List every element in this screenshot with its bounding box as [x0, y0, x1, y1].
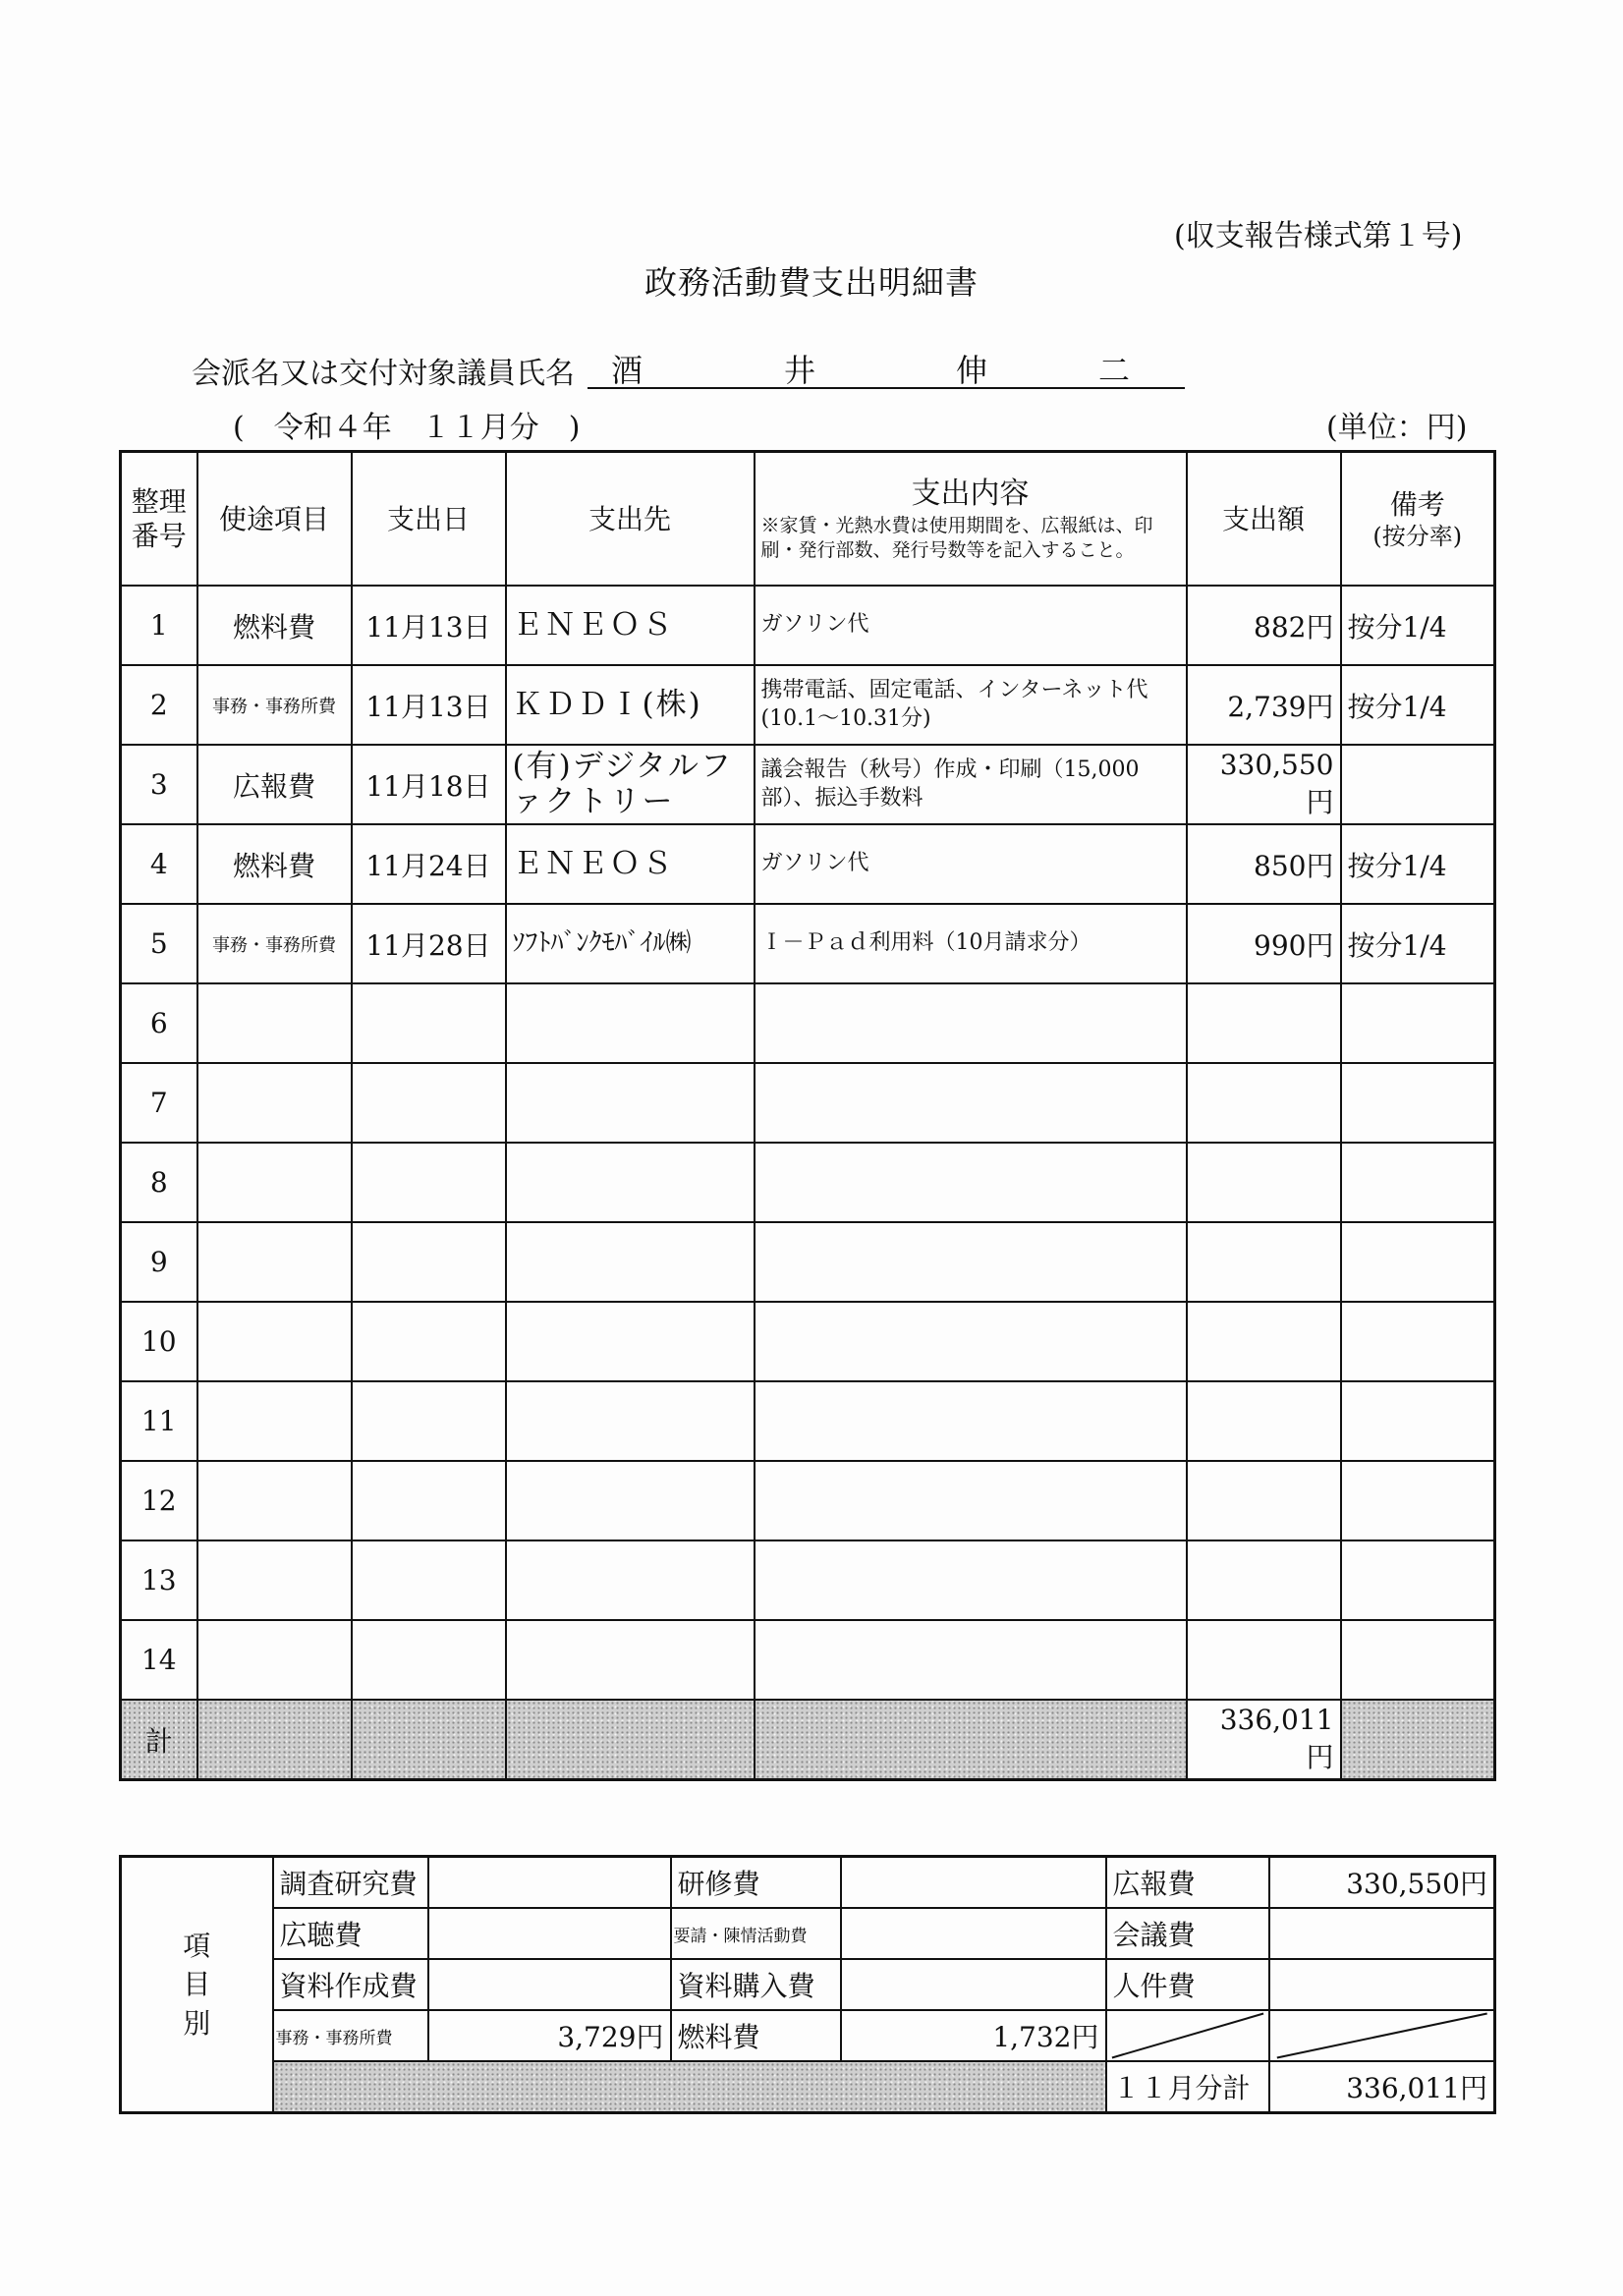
member-name-char: 井	[784, 352, 816, 389]
row-description	[755, 983, 1187, 1063]
row-date	[352, 1461, 506, 1540]
row-amount	[1187, 983, 1341, 1063]
row-item	[197, 1620, 352, 1700]
row-no: 6	[121, 983, 197, 1063]
summary-row	[121, 1857, 1495, 1909]
row-note: 按分1/4	[1341, 665, 1495, 745]
row-item	[197, 1381, 352, 1461]
summary-label: 調査研究費	[273, 1857, 428, 1909]
table-row	[121, 1381, 1495, 1461]
row-note	[1341, 1381, 1495, 1461]
table-row	[121, 824, 1495, 904]
row-item: 燃料費	[197, 586, 352, 665]
header-no-line: 番号	[131, 520, 187, 552]
header-desc-title: 支出内容	[911, 476, 1030, 511]
shaded-cell	[273, 2061, 1106, 2113]
row-description	[755, 1302, 1187, 1381]
row-payee: ＫＤＤＩ(株)	[506, 665, 755, 745]
summary-value	[428, 1959, 671, 2010]
summary-label: 事務・事務所費	[273, 2010, 428, 2061]
row-item: 燃料費	[197, 824, 352, 904]
row-note: 按分1/4	[1341, 824, 1495, 904]
diagonal-blank-cell	[1106, 2010, 1269, 2061]
row-amount	[1187, 1381, 1341, 1461]
total-label: 計	[121, 1700, 197, 1780]
row-payee: (有)デジタルファクトリー	[506, 745, 755, 824]
summary-value	[841, 1857, 1106, 1909]
summary-vertical-label	[121, 1857, 273, 2113]
row-no: 11	[121, 1381, 197, 1461]
table-row	[121, 745, 1495, 824]
row-note: 按分1/4	[1341, 904, 1495, 983]
row-date: 11月13日	[352, 586, 506, 665]
member-label: 会派名又は交付対象議員氏名	[192, 357, 575, 391]
row-amount	[1187, 1063, 1341, 1143]
summary-label: 会議費	[1106, 1908, 1269, 1959]
summary-value	[428, 1857, 671, 1909]
report-period: ( 令和４年 １１月分 )	[233, 411, 581, 445]
month-total-value: 336,011円	[1269, 2061, 1495, 2113]
col-header-desc	[755, 452, 1187, 587]
row-no: 10	[121, 1302, 197, 1381]
header-note-sub: (按分率)	[1372, 522, 1463, 550]
row-amount	[1187, 1540, 1341, 1620]
row-date: 11月24日	[352, 824, 506, 904]
row-description	[755, 1063, 1187, 1143]
row-note	[1341, 1143, 1495, 1222]
total-row	[121, 1700, 1495, 1780]
col-header-amount: 支出額	[1187, 452, 1341, 587]
row-date	[352, 1222, 506, 1302]
row-date	[352, 1620, 506, 1700]
shaded-cell	[1341, 1700, 1495, 1780]
table-row	[121, 586, 1495, 665]
col-header-item: 使途項目	[197, 452, 352, 587]
col-header-payee: 支出先	[506, 452, 755, 587]
row-note	[1341, 1540, 1495, 1620]
row-note: 按分1/4	[1341, 586, 1495, 665]
summary-value	[841, 1908, 1106, 1959]
row-amount: 2,739円	[1187, 665, 1341, 745]
shaded-cell	[352, 1700, 506, 1780]
total-amount: 336,011円	[1187, 1700, 1341, 1780]
row-no: 1	[121, 586, 197, 665]
summary-value	[841, 1959, 1106, 2010]
row-payee	[506, 1302, 755, 1381]
diagonal-line	[1107, 2011, 1268, 2060]
row-no: 4	[121, 824, 197, 904]
member-name-char: 酒	[611, 352, 644, 389]
summary-value: 330,550円	[1269, 1857, 1495, 1909]
summary-row	[121, 1959, 1495, 2010]
summary-row	[121, 2010, 1495, 2061]
row-description: Ｉ－Ｐａｄ利用料（10月請求分）	[755, 904, 1187, 983]
summary-value: 3,729円	[428, 2010, 671, 2061]
row-payee	[506, 1620, 755, 1700]
row-payee: ｿﾌﾄﾊﾞﾝｸﾓﾊﾞｲﾙ㈱	[506, 904, 755, 983]
row-no: 2	[121, 665, 197, 745]
row-amount: 882円	[1187, 586, 1341, 665]
table-row	[121, 1143, 1495, 1222]
row-description	[755, 1222, 1187, 1302]
summary-value	[1269, 1908, 1495, 1959]
row-date: 11月18日	[352, 745, 506, 824]
vertical-char: 別	[183, 2006, 211, 2040]
row-item	[197, 1302, 352, 1381]
row-note	[1341, 1461, 1495, 1540]
row-description: ガソリン代	[755, 586, 1187, 665]
row-date	[352, 983, 506, 1063]
row-no: 3	[121, 745, 197, 824]
summary-label: 要請・陳情活動費	[671, 1908, 841, 1959]
col-header-no	[121, 452, 197, 587]
row-item	[197, 1063, 352, 1143]
table-row	[121, 1620, 1495, 1700]
row-payee	[506, 1222, 755, 1302]
table-row	[121, 1540, 1495, 1620]
summary-label: 研修費	[671, 1857, 841, 1909]
diagonal-line	[1270, 2011, 1494, 2060]
row-payee	[506, 1143, 755, 1222]
summary-value: 1,732円	[841, 2010, 1106, 2061]
row-no: 12	[121, 1461, 197, 1540]
table-row	[121, 1302, 1495, 1381]
summary-label: 燃料費	[671, 2010, 841, 2061]
row-description: 携帯電話、固定電話、インターネット代 (10.1～10.31分)	[755, 665, 1187, 745]
row-amount: 850円	[1187, 824, 1341, 904]
summary-label: 人件費	[1106, 1959, 1269, 2010]
summary-value	[428, 1908, 671, 1959]
summary-label: 資料購入費	[671, 1959, 841, 2010]
row-date	[352, 1063, 506, 1143]
row-description: ガソリン代	[755, 824, 1187, 904]
row-date	[352, 1540, 506, 1620]
row-date	[352, 1302, 506, 1381]
table-row	[121, 983, 1495, 1063]
row-item	[197, 1222, 352, 1302]
row-note	[1341, 1222, 1495, 1302]
row-note	[1341, 1302, 1495, 1381]
table-row	[121, 665, 1495, 745]
row-description	[755, 1461, 1187, 1540]
row-item	[197, 983, 352, 1063]
row-payee	[506, 983, 755, 1063]
row-note	[1341, 983, 1495, 1063]
row-date: 11月13日	[352, 665, 506, 745]
row-no: 8	[121, 1143, 197, 1222]
col-header-date: 支出日	[352, 452, 506, 587]
month-total-label: １１月分計	[1106, 2061, 1269, 2113]
row-payee	[506, 1461, 755, 1540]
row-no: 9	[121, 1222, 197, 1302]
expense-table	[119, 450, 1496, 1781]
category-summary-table	[119, 1855, 1496, 2114]
member-name-char: 伸	[956, 352, 988, 389]
row-amount	[1187, 1302, 1341, 1381]
row-amount	[1187, 1222, 1341, 1302]
row-description	[755, 1620, 1187, 1700]
unit-label: (単位：円)	[1326, 411, 1468, 445]
table-row	[121, 904, 1495, 983]
shaded-cell	[755, 1700, 1187, 1780]
row-date: 11月28日	[352, 904, 506, 983]
table-header-row	[121, 452, 1495, 587]
col-header-note	[1341, 452, 1495, 587]
row-item: 広報費	[197, 745, 352, 824]
summary-row	[121, 1908, 1495, 1959]
row-note	[1341, 745, 1495, 824]
member-name-char: 二	[1098, 352, 1131, 389]
summary-label: 広報費	[1106, 1857, 1269, 1909]
vertical-char: 目	[183, 1968, 211, 2001]
row-payee	[506, 1381, 755, 1461]
row-amount	[1187, 1461, 1341, 1540]
summary-label: 広聴費	[273, 1908, 428, 1959]
row-amount: 330,550円	[1187, 745, 1341, 824]
row-amount	[1187, 1143, 1341, 1222]
row-date	[352, 1381, 506, 1461]
header-note-title: 備考	[1389, 487, 1445, 521]
row-description	[755, 1143, 1187, 1222]
row-description: 議会報告（秋号）作成・印刷（15,000部）、振込手数料	[755, 745, 1187, 824]
row-payee: ＥＮＥＯＳ	[506, 586, 755, 665]
row-no: 7	[121, 1063, 197, 1143]
row-amount: 990円	[1187, 904, 1341, 983]
document-title: 政務活動費支出明細書	[644, 263, 979, 302]
header-desc-note: ※家賃・光熱水費は使用期間を、広報紙は、印刷・発行部数、発行号数等を記入すること。	[760, 515, 1153, 561]
row-payee	[506, 1063, 755, 1143]
table-row	[121, 1461, 1495, 1540]
summary-value	[1269, 1959, 1495, 2010]
member-name-field	[588, 344, 1185, 389]
summary-total-row	[121, 2061, 1495, 2113]
row-description	[755, 1381, 1187, 1461]
row-no: 13	[121, 1540, 197, 1620]
vertical-char: 項	[183, 1930, 211, 1963]
shaded-cell	[197, 1700, 352, 1780]
row-item	[197, 1143, 352, 1222]
row-description	[755, 1540, 1187, 1620]
row-note	[1341, 1620, 1495, 1700]
row-item	[197, 1461, 352, 1540]
row-note	[1341, 1063, 1495, 1143]
table-row	[121, 1063, 1495, 1143]
row-amount	[1187, 1620, 1341, 1700]
row-payee	[506, 1540, 755, 1620]
summary-label: 資料作成費	[273, 1959, 428, 2010]
row-no: 5	[121, 904, 197, 983]
shaded-cell	[506, 1700, 755, 1780]
row-payee: ＥＮＥＯＳ	[506, 824, 755, 904]
row-no: 14	[121, 1620, 197, 1700]
header-no-line: 整理	[131, 485, 187, 518]
diagonal-blank-cell	[1269, 2010, 1495, 2061]
row-item: 事務・事務所費	[197, 904, 352, 983]
row-item: 事務・事務所費	[197, 665, 352, 745]
table-row	[121, 1222, 1495, 1302]
row-item	[197, 1540, 352, 1620]
row-date	[352, 1143, 506, 1222]
form-number: (収支報告様式第１号)	[1174, 219, 1463, 253]
